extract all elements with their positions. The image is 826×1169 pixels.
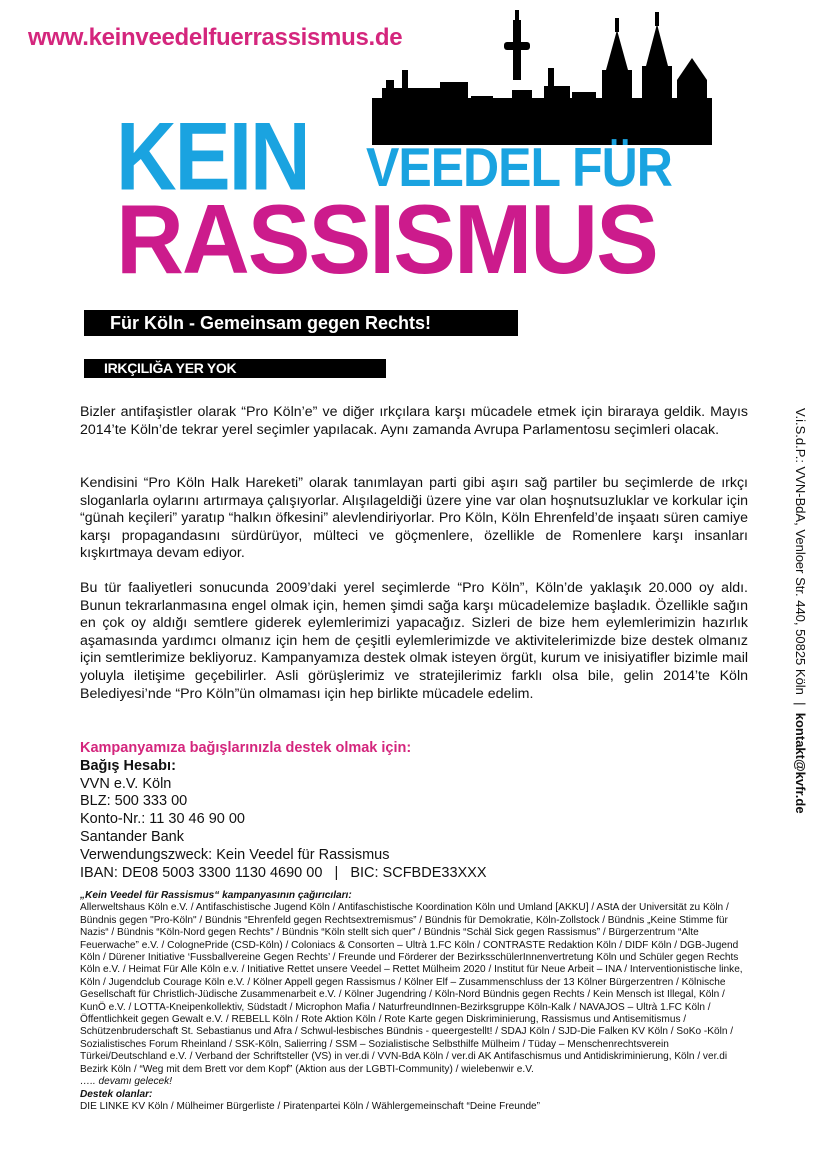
donation-line: IBAN: DE08 5003 3300 1130 4690 00 | BIC: SCFBDE33XXX	[80, 864, 487, 881]
website-url[interactable]: www.keinveedelfuerrassismus.de	[28, 24, 403, 51]
supporters-list: DIE LINKE KV Köln / Mülheimer Bürgerliste / Piratenpartei Köln / Wählergemeinschaft “Deine Freunde”	[80, 1100, 541, 1112]
contact-email[interactable]: kontakt@kvfr.de	[793, 712, 808, 814]
imprint-sidebar	[793, 408, 808, 814]
supporters-heading: Destek olanlar:	[80, 1088, 153, 1100]
paragraph-pro-koeln: Kendisini “Pro Köln Halk Hareketi” olarak tanımlayan parti gibi aşırı sağ partiler bu seçimlerde de ırkçı sloganlarla oylarını artırmaya çalışıyorlar. Alışılageldiği üzere yine var olan hoşnutsuzluklar ve korkular için “günah keçileri” yaratıp “halkın öfkesini” alevlendiriyorlar. Pro Köln, Köln Ehrenfeld’de inşaatı süren camiye karşı propagandasını sürdürüyor, mülteci ve göçmenlere, özellikle de Romenlere karşı insanları kışkırtmaya devam ediyor.	[80, 475, 748, 562]
paragraph-call-to-action: Bu tür faaliyetleri sonucunda 2009’daki yerel seçimlerde “Pro Köln”, Köln’de yaklaşık 20.000 oy aldı. Bunun tekrarlanmasına engel olmak için, hemen şimdi sağa karşı mücadelemize başladık. Özellikle sağın en çok oy aldığı semtlere giderek eylemlerimizi yapacağız. Sizleri de bize hem eylemlerimizin hazırlık aşamasında yardımcı olmanız için hem de çeşitli eylemlerimizde ve aktivitelerimizde bize destek olmanız için semtlerimize bekliyoruz. Kampanyamıza destek olmak isteyen örgüt, kurum ve inisiyatifler bizimle mail yoluyla iletişime geçebilirler. Asli görüşlerimiz ve stratejilerimiz farklı olsa bile, gelin 2014’te Köln Belediyesi’nde “Pro Köln”ün olmaması için hep birlikte mücadele edelim.	[80, 580, 748, 702]
slogan-banner: Für Köln - Gemeinsam gegen Rechts!	[84, 310, 518, 336]
logo-word-veedel: VEEDEL FÜR	[366, 136, 672, 199]
callers-list: Allerweltshaus Köln e.V. / Antifaschistische Jugend Köln / Antifaschistische Koordination Köln und Umland [AKKU] / AStA der Universität zu Köln / Bündnis gegen "Pro-Köln" / Bündnis “Ehrenfeld gegen Rechtsextremismus” / Bündnis für Demokratie, Köln-Zollstock / Bündnis „Keine Stimme für Nazis“ / Bündnis “Köln-Nord gegen Rechts” / Bündnis “Köln stellt sich quer” / Bündnis “Schäl Sick gegen Rassismus” / Bürgerzentrum “Alte Feuerwache” e.V. / ColognePride (CSD-Köln) / Coloniacs & Consorten – Ultrà 1.FC Köln / CONTRASTE Redaktion Köln / DIDF Köln / DGB-Jugend Köln / Dürener Initiative ‘Fussballvereine Gegen Rechts’ / Freunde und Förderer der BezirksschülerInnenvertretung Köln und Schüler gegen Rechts Köln e.V. / Heimat Für Alle Köln e.v. / Initiative Rettet unsere Veedel – Rettet Mülheim 2020 / Institut für Neue Arbeit – INA / Interventionistische linke, Köln / Jugendclub Courage Köln e.V. / Kölner Appell gegen Rassismus / Kölner Elf – Zusammenschluss der 13 Kölner Bürgerzentren / Kölnische Gesellschaft für Christlich-Jüdische Zusammenarbeit e.V. / Kölner Jugendring / Köln-Nord Bündnis gegen Rechts / Kein Mensch ist Illegal, Köln / KunÖ e.V. / LOTTA-Kneipenkollektiv, Südstadt / Microphon Mafia / NaturfreundInnen-Bezirksgruppe Köln-Kalk / NAVAJOS – Ultrà 1.FC Köln / Öffentlichkeit gegen Gewalt e.V. / REBELL Köln / Rote Aktion Köln / Rote Karte gegen Diskriminierung, Rassismus und Antisemitismus / Schützenbruderschaft St. Sebastianus und Afra / Schwul-lesbisches Bündnis - queergestellt! / SDAJ Köln / SJD-Die Falken KV Köln / SoKo -Köln / Sozialistisches Forum Rheinland / SSK-Köln, Salierring / SSM – Sozialistische Selbsthilfe Mülheim / Tüday – Menschenrechtsverein Türkei/Deutschland e.V. / Verband der Schriftsteller (VS) in ver.di / VVN-BdA Köln / ver.di AK Antifaschismus und Antidiskriminierung, Köln / ver.di Bezirk Köln / “Weg mit dem Brett vor dem Kopf” (Aktion aus der LGBTI-Community) / wielebenwir e.V.	[80, 902, 743, 1075]
logo-word-rassismus: RASSISMUS	[116, 183, 657, 294]
donation-line: Konto-Nr.: 11 30 46 90 00	[80, 811, 245, 828]
donation-account-label: Bağış Hesabı:	[80, 757, 176, 774]
callers-block	[80, 890, 748, 1113]
campaign-logo	[110, 10, 710, 300]
donation-line: Verwendungszweck: Kein Veedel für Rassismus	[80, 846, 390, 863]
callers-heading: „Kein Veedel für Rassismus“ kampanyasının çağırıcıları:	[80, 890, 352, 901]
callers-more: ….. devamı gelecek!	[80, 1076, 173, 1088]
donation-line: Santander Bank	[80, 828, 184, 845]
section-heading: IRKÇILIĞA YER YOK	[84, 359, 386, 378]
cologne-skyline-icon	[372, 10, 712, 145]
donation-title: Kampanyamıza bağışlarınızla destek olmak için:	[80, 740, 412, 756]
imprint-text: V.i.S.d.P.: VVN-BdA, Venloer Str. 440, 50825 Köln |	[793, 408, 808, 713]
donation-block	[80, 740, 487, 882]
donation-line: BLZ: 500 333 00	[80, 793, 188, 810]
donation-line: VVN e.V. Köln	[80, 775, 172, 792]
logo-word-kein: KEIN	[116, 102, 309, 211]
paragraph-intro: Bizler antifaşistler olarak “Pro Köln’e” ve diğer ırkçılara karşı mücadele etmek için biraraya geldik. Mayıs 2014’te Köln’de tekrar yerel seçimler yapılacak. Aynı zamanda Avrupa Parlamentosu seçimleri olacak.	[80, 404, 748, 438]
